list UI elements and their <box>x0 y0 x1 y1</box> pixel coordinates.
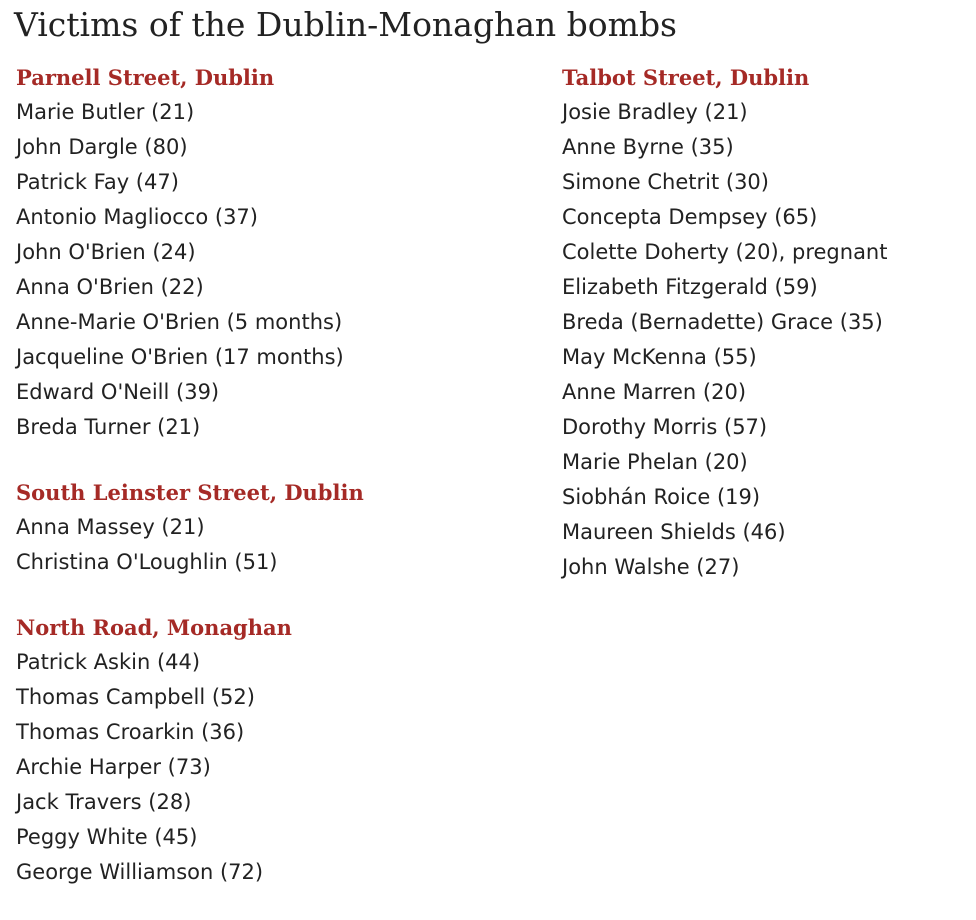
left-column <box>16 60 364 920</box>
victim-name: Simone Chetrit (30) <box>562 170 769 194</box>
victim-name: Breda (Bernadette) Grace (35) <box>562 310 883 334</box>
section-heading-south-leinster-street: South Leinster Street, Dublin <box>16 480 364 505</box>
victim-name: Peggy White (45) <box>16 825 198 849</box>
section-talbot-street <box>562 60 887 585</box>
victim-name: Anna Massey (21) <box>16 515 205 539</box>
victim-name: John O'Brien (24) <box>16 240 196 264</box>
victim-name: Edward O'Neill (39) <box>16 380 220 404</box>
victim-list-south-leinster-street <box>16 510 364 580</box>
page-title: Victims of the Dublin-Monaghan bombs <box>14 5 677 44</box>
victim-name: George Williamson (72) <box>16 860 264 884</box>
victim-name: May McKenna (55) <box>562 345 757 369</box>
section-heading-talbot-street: Talbot Street, Dublin <box>562 65 810 90</box>
victim-name: Dorothy Morris (57) <box>562 415 768 439</box>
victim-name: Marie Phelan (20) <box>562 450 748 474</box>
victim-name: Concepta Dempsey (65) <box>562 205 818 229</box>
victim-name: Archie Harper (73) <box>16 755 211 779</box>
victim-name: Anne Byrne (35) <box>562 135 734 159</box>
section-heading-parnell-street: Parnell Street, Dublin <box>16 65 275 90</box>
victim-name: Marie Butler (21) <box>16 100 195 124</box>
victim-name: Siobhán Roice (19) <box>562 485 761 509</box>
section-heading-north-road-monaghan: North Road, Monaghan <box>16 615 292 640</box>
victim-name: Christina O'Loughlin (51) <box>16 550 278 574</box>
victim-name: Josie Bradley (21) <box>562 100 748 124</box>
victim-name: Patrick Askin (44) <box>16 650 201 674</box>
victim-name: Colette Doherty (20), pregnant <box>562 240 888 264</box>
victim-name: Patrick Fay (47) <box>16 170 179 194</box>
right-column <box>562 60 887 615</box>
victim-name: Antonio Magliocco (37) <box>16 205 258 229</box>
section-parnell-street <box>16 60 364 445</box>
victim-list-parnell-street <box>16 95 364 445</box>
victim-name: Jacqueline O'Brien (17 months) <box>16 345 344 369</box>
victim-list-north-road-monaghan <box>16 645 364 890</box>
victim-name: John Dargle (80) <box>16 135 188 159</box>
victim-name: John Walshe (27) <box>562 555 740 579</box>
victim-name: Elizabeth Fitzgerald (59) <box>562 275 818 299</box>
victim-name: Jack Travers (28) <box>16 790 192 814</box>
victim-name: Breda Turner (21) <box>16 415 201 439</box>
victim-name: Anne-Marie O'Brien (5 months) <box>16 310 343 334</box>
victim-name: Thomas Campbell (52) <box>16 685 255 709</box>
victim-list-talbot-street <box>562 95 887 585</box>
section-south-leinster-street <box>16 475 364 580</box>
victim-name: Thomas Croarkin (36) <box>16 720 245 744</box>
victim-name: Anna O'Brien (22) <box>16 275 204 299</box>
victim-name: Maureen Shields (46) <box>562 520 786 544</box>
section-north-road-monaghan <box>16 610 364 890</box>
victim-name: Anne Marren (20) <box>562 380 747 404</box>
